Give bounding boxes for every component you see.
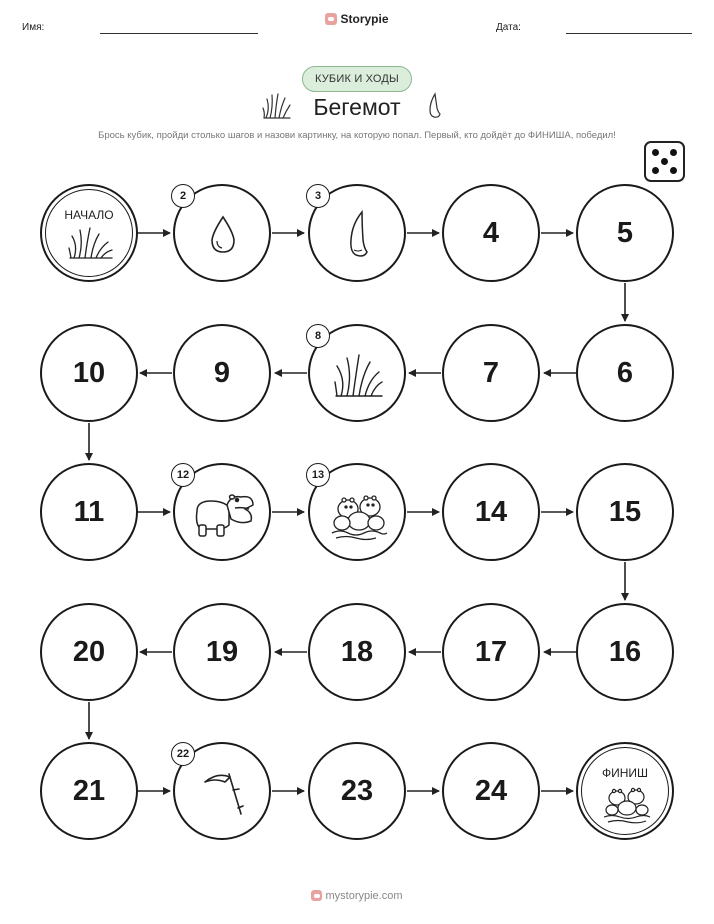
cell-20 [40, 603, 138, 701]
cell-4 [442, 184, 540, 282]
cell-18 [308, 603, 406, 701]
cell-21 [40, 742, 138, 840]
cell-15 [576, 463, 674, 561]
name-label: Имя: [22, 22, 45, 33]
cell-number: 5 [616, 216, 634, 249]
cell-24 [442, 742, 540, 840]
cell-17 [442, 603, 540, 701]
instructions: Брось кубик, пройди столько шагов и назови картинку, на которую попал. Первый, кто дойдёт до ФИНИША, победил! [98, 130, 616, 141]
cell-number: 16 [608, 635, 642, 668]
game-type-badge: КУБИК И ХОДЫ [302, 66, 412, 92]
cell-number: 24 [474, 774, 508, 807]
cell-number: 9 [213, 356, 231, 389]
tusk-icon [344, 210, 374, 260]
cell-3 [308, 184, 406, 282]
grass-icon [68, 226, 114, 260]
cell-number: 15 [608, 495, 642, 528]
cell-9 [173, 324, 271, 422]
cell-number-badge: 8 [306, 324, 330, 348]
cell-23 [308, 742, 406, 840]
cell-5 [576, 184, 674, 282]
brand-mascot-icon [311, 890, 322, 901]
cell-10 [40, 324, 138, 422]
cell-number: 18 [340, 635, 374, 668]
cell-11 [40, 463, 138, 561]
cell-number-badge: 13 [306, 463, 330, 487]
cell-number: 20 [72, 635, 106, 668]
scythe-icon [199, 768, 249, 818]
finish-label: ФИНИШ [601, 766, 649, 780]
cell-22 [173, 742, 271, 840]
cell-16 [576, 603, 674, 701]
cell-2 [173, 184, 271, 282]
cell-14 [442, 463, 540, 561]
cell-number: 6 [616, 356, 634, 389]
cell-number: 19 [205, 635, 239, 668]
cell-number-badge: 12 [171, 463, 195, 487]
cell-number: 7 [482, 356, 500, 389]
brand-name: Storypie [340, 12, 389, 26]
cell-12 [173, 463, 271, 561]
water-drop-icon [207, 214, 239, 256]
page-title: Бегемот [313, 94, 401, 120]
cell-6 [576, 324, 674, 422]
cell-number: 4 [482, 216, 500, 249]
cell-number: 10 [72, 356, 106, 389]
cell-19 [173, 603, 271, 701]
cell-number: 17 [474, 635, 508, 668]
cell-number: 14 [474, 495, 508, 528]
hippo-family-icon [330, 491, 388, 541]
date-label: Дата: [496, 22, 521, 33]
cell-7 [442, 324, 540, 422]
cell-number-badge: 3 [306, 184, 330, 208]
footer-url: mystorypie.com [325, 890, 403, 902]
start-label: НАЧАЛО [64, 208, 114, 222]
cell-number: 11 [73, 495, 105, 528]
cell-13 [308, 463, 406, 561]
hippo-family-icon [602, 784, 652, 824]
cell-8 [308, 324, 406, 422]
footer-site [0, 890, 714, 902]
cell-number: 23 [340, 774, 374, 807]
cell-number-badge: 2 [171, 184, 195, 208]
grass-icon [334, 352, 384, 398]
hippo-icon [191, 491, 257, 539]
cell-number-badge: 22 [171, 742, 195, 766]
cell-number: 21 [72, 774, 106, 807]
finish-cell [576, 742, 674, 840]
start-cell [40, 184, 138, 282]
